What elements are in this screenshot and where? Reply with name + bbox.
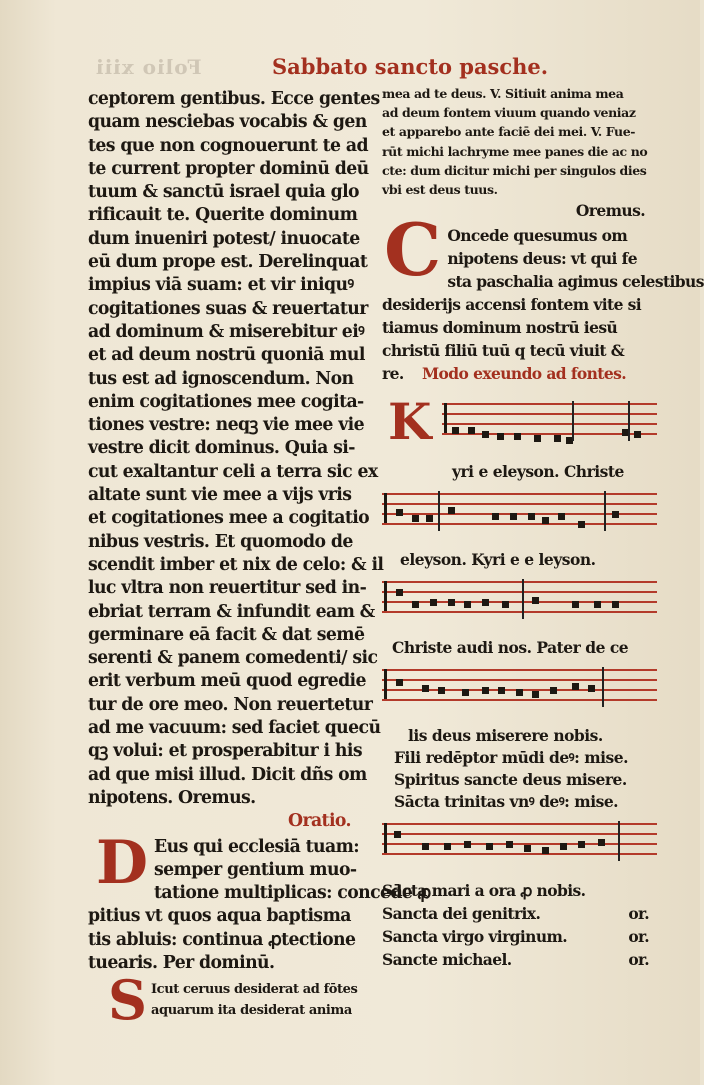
neume-note bbox=[612, 511, 619, 518]
neume-note bbox=[482, 687, 489, 694]
text-line: enim cogitationes mee cogita- bbox=[88, 391, 364, 412]
collect-line: tiamus dominum nostrū iesū bbox=[382, 318, 618, 338]
prayer-line: tuearis. Per dominū. bbox=[88, 952, 275, 973]
neume-note bbox=[492, 513, 499, 520]
collect-drop-initial: C bbox=[384, 207, 442, 293]
oratio-line bbox=[88, 810, 373, 833]
text-line: luc vltra non reuertitur sed in- bbox=[88, 578, 367, 599]
neume-note bbox=[422, 843, 429, 850]
neume-note bbox=[502, 601, 509, 608]
procession-rubric: Modo exeundo ad fontes. bbox=[422, 364, 627, 384]
neume-note bbox=[612, 601, 619, 608]
staff-line bbox=[382, 591, 657, 593]
neume-note bbox=[588, 685, 595, 692]
bar-line bbox=[438, 491, 440, 531]
neume-note bbox=[634, 431, 641, 438]
left-text-block bbox=[88, 88, 384, 810]
tract-line: Icut ceruus desiderat ad fōtes bbox=[151, 982, 358, 998]
text-line: ad que misi illud. Dicit dñs om bbox=[88, 764, 367, 785]
kyrie-staff-block bbox=[382, 393, 657, 461]
neume-note bbox=[528, 513, 535, 520]
neume-note bbox=[514, 433, 521, 440]
right-column bbox=[382, 84, 704, 971]
neume-note bbox=[396, 679, 403, 686]
clef-mark bbox=[384, 669, 395, 699]
clef-mark bbox=[384, 493, 395, 523]
clef-mark bbox=[384, 581, 395, 611]
text-line: erit verbum meū quod egredie bbox=[88, 671, 366, 692]
staff-line bbox=[382, 493, 657, 495]
neume-note bbox=[506, 841, 513, 848]
neume-note bbox=[498, 687, 505, 694]
neume-note bbox=[448, 507, 455, 514]
neume-note bbox=[594, 601, 601, 608]
litany-invocation: Sancta dei genitrix. bbox=[382, 904, 541, 924]
litany-block bbox=[382, 879, 657, 971]
bar-line bbox=[628, 401, 630, 441]
versicle-block bbox=[382, 84, 657, 199]
lyric-line-6: Spiritus sancte deus misere. bbox=[394, 770, 627, 790]
neume-note bbox=[558, 513, 565, 520]
bar-line bbox=[602, 667, 604, 707]
neume-note bbox=[444, 843, 451, 850]
music-staff-3 bbox=[382, 575, 657, 631]
running-header: Sabbato sancto pasche. bbox=[272, 54, 549, 79]
neume-note bbox=[572, 683, 579, 690]
prayer-line: tatione multiplicas: concede ꝓ bbox=[154, 883, 431, 904]
text-line: germinare eā facit & dat semē bbox=[88, 624, 365, 645]
neume-note bbox=[516, 689, 523, 696]
staff-line bbox=[442, 413, 657, 415]
bar-line bbox=[618, 821, 620, 861]
neume-note bbox=[468, 427, 475, 434]
lyric-line-5: Fili redēptor mūdi deꝰ: mise. bbox=[394, 748, 628, 768]
lyric-line-3: Christe audi nos. Pater de ce bbox=[392, 638, 629, 658]
text-line: ad dominum & miserebitur eiꝰ bbox=[88, 321, 365, 342]
litany-response: or. bbox=[628, 927, 649, 947]
staff-line bbox=[382, 611, 657, 613]
text-line: cogitationes suas & reuertatur bbox=[88, 298, 368, 319]
neume-note bbox=[482, 431, 489, 438]
text-line: ad me vacuum: sed faciet quecū bbox=[88, 718, 381, 739]
staff-line bbox=[382, 503, 657, 505]
neume-note bbox=[497, 433, 504, 440]
tract-drop-initial: S bbox=[108, 968, 147, 1033]
staff-line bbox=[382, 679, 657, 681]
neume-note bbox=[396, 509, 403, 516]
litany-response: or. bbox=[628, 950, 649, 970]
prayer-line: tis abluis: continua ꝓtectione bbox=[88, 929, 356, 950]
staff-line bbox=[382, 669, 657, 671]
litany-line bbox=[382, 879, 657, 902]
neume-note bbox=[486, 843, 493, 850]
lyric-line-4: lis deus miserere nobis. bbox=[408, 726, 603, 746]
text-line: ceptorem gentibus. Ecce gentes bbox=[88, 89, 380, 109]
kyrie-drop-initial: K bbox=[388, 392, 432, 452]
text-line: et ad deum nostrū quoniā mul bbox=[88, 345, 365, 366]
prayer-drop-initial: D bbox=[96, 827, 149, 898]
litany-response: or. bbox=[628, 904, 649, 924]
versicle-line: cte: dum dicitur michi per singulos dies bbox=[382, 162, 647, 178]
text-line: et cogitationes mee a cogitatio bbox=[88, 508, 370, 529]
neume-note bbox=[422, 685, 429, 692]
text-line: te current propter dominū deū bbox=[88, 158, 369, 179]
litany-line bbox=[382, 948, 657, 971]
lyric-line-1: yri e eleyson. Christe bbox=[452, 462, 624, 482]
text-line: nibus vestris. Et quomodo de bbox=[88, 531, 353, 552]
staff-line bbox=[382, 823, 657, 825]
staff-line bbox=[382, 853, 657, 855]
neume-note bbox=[598, 839, 605, 846]
neume-note bbox=[560, 843, 567, 850]
staff-line bbox=[382, 581, 657, 583]
neume-note bbox=[542, 847, 549, 854]
text-line: cut exaltantur celi a terra sic ex bbox=[88, 461, 378, 482]
text-line: nipotens. Oremus. bbox=[88, 787, 256, 808]
text-line: eū dum prope est. Derelinquat bbox=[88, 252, 368, 273]
litany-line bbox=[382, 925, 657, 948]
text-line: vestre dicit dominus. Quia si- bbox=[88, 438, 355, 459]
prayer-line: Eus qui ecclesiā tuam: bbox=[154, 836, 360, 857]
versicle-line: mea ad te deus. V. Sitiuit anima mea bbox=[382, 86, 624, 101]
neume-note bbox=[532, 597, 539, 604]
staff-line bbox=[382, 699, 657, 701]
lyric-line-2: eleyson. Kyri e e leyson. bbox=[400, 550, 596, 570]
versicle-line: ad deum fontem viuum quando veniaz bbox=[382, 105, 636, 121]
staff-line bbox=[382, 523, 657, 525]
neume-note bbox=[462, 689, 469, 696]
music-staff-5 bbox=[382, 817, 657, 873]
neume-note bbox=[396, 589, 403, 596]
text-line: altate sunt vie mee a vijs vris bbox=[88, 485, 352, 506]
text-line: impius viā suam: et vir iniquꝰ bbox=[88, 275, 354, 296]
neume-note bbox=[542, 517, 549, 524]
neume-note bbox=[524, 845, 531, 852]
text-line: quam nesciebas vocabis & gen bbox=[88, 112, 367, 133]
neume-note bbox=[482, 599, 489, 606]
oremus-label: Oremus. bbox=[575, 201, 645, 221]
prayer-line: pitius vt quos aqua baptisma bbox=[88, 906, 351, 927]
neume-note bbox=[554, 435, 561, 442]
neume-note bbox=[394, 831, 401, 838]
text-line: qꝫ volui: et prosperabitur i his bbox=[88, 741, 362, 762]
text-line: rificauit te. Querite dominum bbox=[88, 205, 358, 226]
clef-mark bbox=[384, 823, 395, 853]
bar-line bbox=[522, 579, 524, 619]
collect-line: nipotens deus: vt qui fe bbox=[447, 249, 637, 269]
music-staff-1 bbox=[442, 397, 657, 453]
collect-line: sta paschalia agimus celestibus bbox=[447, 272, 704, 292]
tract-block bbox=[88, 968, 373, 1033]
neume-note bbox=[452, 427, 459, 434]
neume-note bbox=[464, 841, 471, 848]
collect-line: Oncede quesumus om bbox=[447, 226, 628, 246]
neume-note bbox=[426, 515, 433, 522]
neume-note bbox=[438, 687, 445, 694]
text-line: tiones vestre: neqꝫ vie mee vie bbox=[88, 415, 365, 436]
neume-note bbox=[532, 691, 539, 698]
music-staff-4 bbox=[382, 663, 657, 719]
neume-note bbox=[412, 601, 419, 608]
prayer-line: semper gentium muo- bbox=[154, 859, 357, 880]
staff-line bbox=[382, 833, 657, 835]
text-line: tus est ad ignoscendum. Non bbox=[88, 368, 354, 389]
neume-note bbox=[464, 601, 471, 608]
staff-line bbox=[442, 403, 657, 405]
neume-note bbox=[412, 515, 419, 522]
text-line: serenti & panem comedenti/ sic bbox=[88, 648, 378, 669]
text-line: scendit imber et nix de celo: & il bbox=[88, 554, 384, 575]
versicle-line: vbi est deus tuus. bbox=[382, 182, 498, 198]
neume-note bbox=[534, 435, 541, 442]
litany-invocation: Sancta virgo virginum. bbox=[382, 927, 568, 947]
neume-note bbox=[510, 513, 517, 520]
text-line: tur de ore meo. Non reuertetur bbox=[88, 694, 373, 715]
text-line: dum inueniri potest/ inuocate bbox=[88, 228, 360, 249]
text-line: tes que non cognouerunt te ad bbox=[88, 135, 368, 156]
litany-invocation: Sācta mari a ora ꝓ nobis. bbox=[382, 881, 586, 901]
text-line: ebriat terram & infundit eam & bbox=[88, 601, 375, 622]
litany-line bbox=[382, 902, 657, 925]
neume-note bbox=[430, 599, 437, 606]
tract-line: aquarum ita desiderat anima bbox=[151, 1003, 352, 1019]
neume-note bbox=[578, 521, 585, 528]
neume-note bbox=[578, 841, 585, 848]
versicle-line: rūt michi lachryme mee panes die ac no bbox=[382, 143, 648, 159]
neume-note bbox=[448, 599, 455, 606]
prayer-block bbox=[88, 827, 431, 976]
left-column bbox=[88, 88, 431, 1033]
staff-line bbox=[442, 423, 657, 425]
text-line: tuum & sanctū israel quia glo bbox=[88, 182, 359, 203]
neume-note bbox=[550, 687, 557, 694]
bar-line bbox=[572, 401, 574, 441]
collect-line: christū filiū tuū q tecū viuit & bbox=[382, 341, 625, 361]
lyric-line-7: Sācta trinitas vnꝰ deꝰ: mise. bbox=[394, 792, 619, 812]
music-staff-2 bbox=[382, 487, 657, 543]
bar-line bbox=[604, 491, 606, 531]
neume-note bbox=[572, 601, 579, 608]
oratio-label: Oratio. bbox=[288, 811, 351, 832]
bleed-through-folio: Folio xiii bbox=[95, 55, 202, 79]
collect-line: re. bbox=[382, 364, 404, 384]
litany-invocation: Sancte michael. bbox=[382, 950, 512, 970]
collect-line: desiderijs accensi fontem vite si bbox=[382, 295, 642, 315]
versicle-line: et apparebo ante faciē dei mei. V. Fue- bbox=[382, 124, 636, 140]
